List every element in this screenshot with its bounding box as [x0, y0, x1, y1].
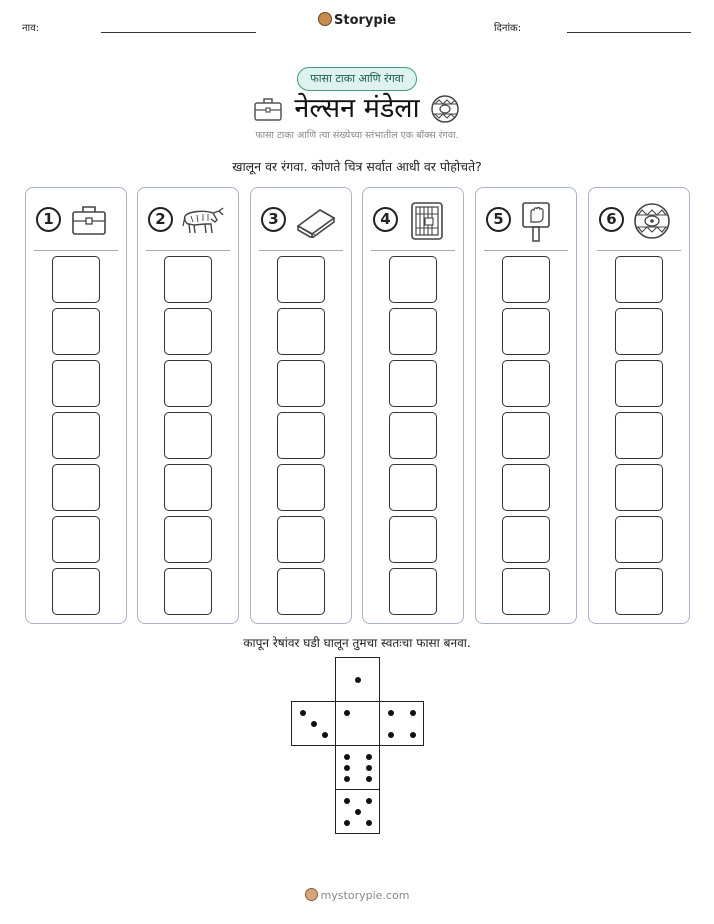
color-box[interactable] — [502, 412, 550, 459]
color-box[interactable] — [277, 360, 325, 407]
color-box[interactable] — [277, 256, 325, 303]
die-pip — [311, 721, 317, 727]
patterned-ball-icon — [430, 94, 460, 124]
subtitle: फासा टाका आणि त्या संख्येच्या स्तंभातील एक बॉक्स रंगवा. — [255, 130, 459, 141]
color-box[interactable] — [389, 516, 437, 563]
color-box[interactable] — [502, 516, 550, 563]
die-pip — [355, 677, 361, 683]
storypie-logo-icon — [305, 888, 318, 901]
color-box[interactable] — [615, 256, 663, 303]
name-line[interactable] — [101, 32, 256, 33]
die-pip — [344, 798, 350, 804]
book-icon — [294, 202, 338, 238]
column-number: 1 — [36, 207, 61, 232]
cut-instruction: कापून रेषांवर घडी घालून तुमचा स्वतःचा फासा बनवा. — [243, 636, 471, 650]
color-box[interactable] — [52, 360, 100, 407]
die-pip — [366, 765, 372, 771]
briefcase-icon — [69, 202, 109, 238]
column-divider — [34, 250, 118, 251]
color-box[interactable] — [164, 360, 212, 407]
column-number: 5 — [486, 207, 511, 232]
column-number: 4 — [373, 207, 398, 232]
color-box[interactable] — [389, 464, 437, 511]
die-pip — [410, 710, 416, 716]
color-box[interactable] — [277, 568, 325, 615]
brand-logo — [0, 12, 714, 28]
column-divider — [371, 250, 455, 251]
die-pip — [355, 809, 361, 815]
die-face-bottom — [335, 789, 380, 834]
die-pip — [344, 820, 350, 826]
column-divider — [597, 250, 681, 251]
die-pip — [300, 710, 306, 716]
die-pip — [410, 732, 416, 738]
die-pip — [366, 820, 372, 826]
column-number: 6 — [599, 207, 624, 232]
die-pip — [344, 765, 350, 771]
column-4 — [362, 187, 464, 624]
color-box[interactable] — [52, 516, 100, 563]
date-label: दिनांक: — [494, 23, 522, 34]
color-box[interactable] — [164, 516, 212, 563]
die-pip — [344, 710, 350, 716]
die-pip — [344, 776, 350, 782]
column-6 — [588, 187, 690, 624]
color-box[interactable] — [502, 256, 550, 303]
color-box[interactable] — [615, 516, 663, 563]
date-line[interactable] — [567, 32, 691, 33]
die-pip — [366, 754, 372, 760]
color-box[interactable] — [389, 308, 437, 355]
die-face-center — [335, 701, 380, 746]
die-face-right — [379, 701, 424, 746]
die-pip — [388, 710, 394, 716]
color-box[interactable] — [52, 464, 100, 511]
color-box[interactable] — [277, 412, 325, 459]
color-box[interactable] — [164, 412, 212, 459]
page-title: नेल्सन मंडेला — [294, 93, 420, 124]
die-pip — [344, 754, 350, 760]
color-box[interactable] — [164, 464, 212, 511]
color-box[interactable] — [164, 256, 212, 303]
die-pip — [322, 732, 328, 738]
color-box[interactable] — [502, 360, 550, 407]
color-box[interactable] — [52, 256, 100, 303]
color-box[interactable] — [52, 308, 100, 355]
color-box[interactable] — [502, 308, 550, 355]
activity-badge: फासा टाका आणि रंगवा — [297, 67, 417, 91]
color-box[interactable] — [615, 412, 663, 459]
color-box[interactable] — [277, 516, 325, 563]
column-divider — [259, 250, 343, 251]
color-box[interactable] — [502, 568, 550, 615]
die-face-lower — [335, 745, 380, 790]
color-box[interactable] — [164, 308, 212, 355]
column-divider — [146, 250, 230, 251]
footer-url[interactable]: mystorypie.com — [320, 889, 410, 902]
color-box[interactable] — [615, 360, 663, 407]
color-box[interactable] — [615, 464, 663, 511]
column-number: 2 — [148, 207, 173, 232]
color-box[interactable] — [277, 464, 325, 511]
briefcase-icon — [253, 96, 283, 122]
column-3 — [250, 187, 352, 624]
die-pip — [366, 798, 372, 804]
color-box[interactable] — [164, 568, 212, 615]
die-face-left — [291, 701, 336, 746]
color-box[interactable] — [52, 412, 100, 459]
brand-name: Storypie — [334, 13, 396, 28]
prison-door-icon — [406, 202, 446, 240]
color-box[interactable] — [52, 568, 100, 615]
die-face-top — [335, 657, 380, 702]
protest-sign-icon — [519, 202, 555, 242]
color-box[interactable] — [615, 308, 663, 355]
name-label: नाव: — [22, 23, 40, 34]
color-box[interactable] — [389, 360, 437, 407]
column-1 — [25, 187, 127, 624]
color-box[interactable] — [389, 256, 437, 303]
column-2 — [137, 187, 239, 624]
ox-icon — [181, 202, 227, 238]
column-divider — [484, 250, 568, 251]
column-number: 3 — [261, 207, 286, 232]
color-box[interactable] — [389, 412, 437, 459]
die-pip — [366, 776, 372, 782]
color-box[interactable] — [615, 568, 663, 615]
footer — [0, 888, 714, 902]
color-box[interactable] — [502, 464, 550, 511]
color-box[interactable] — [389, 568, 437, 615]
column-5 — [475, 187, 577, 624]
instruction: खालून वर रंगवा. कोणते चित्र सर्वात आधी वर पोहोचते? — [232, 159, 482, 174]
storypie-logo-icon — [318, 12, 332, 26]
die-pip — [388, 732, 394, 738]
color-box[interactable] — [277, 308, 325, 355]
patterned-ball-icon — [632, 202, 672, 240]
